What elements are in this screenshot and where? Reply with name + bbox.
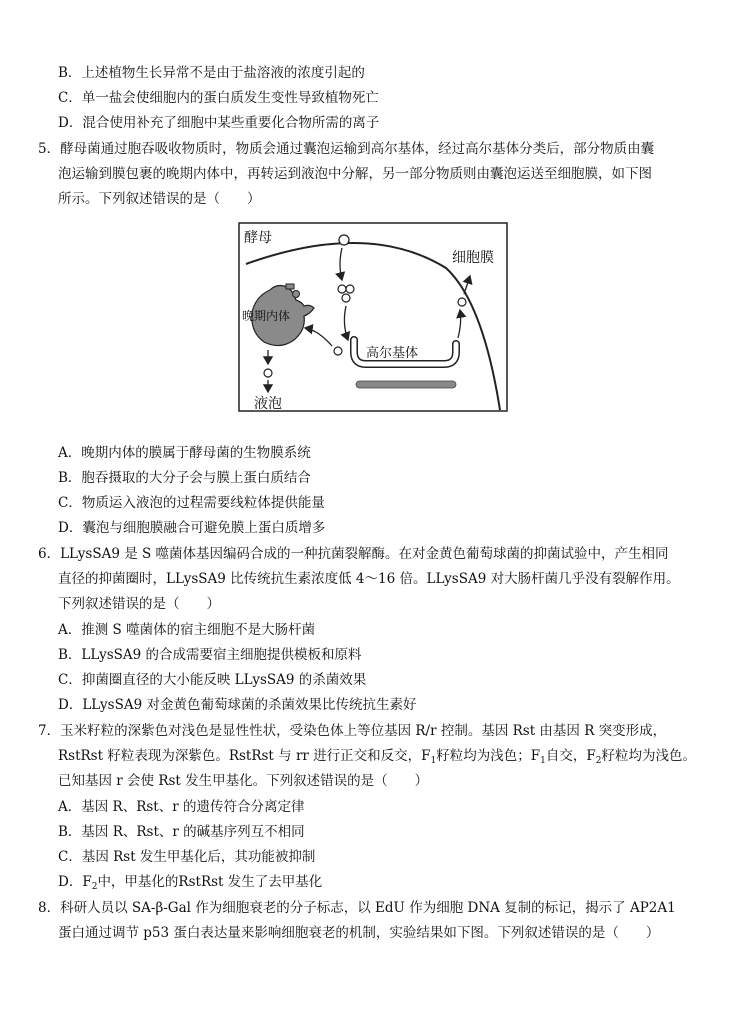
text-line-q8b: 蛋白通过调节 p53 蛋白表达量来影响细胞衰老的机制，实验结果如下图。下列叙述错误的是（ ） [58, 925, 660, 941]
text-line-q5d_opt: D．囊泡与细胞膜融合可避免膜上蛋白质增多 [58, 520, 326, 536]
text-line-q5b: 泡运输到膜包裹的晚期内体中，再转运到液泡中分解，另一部分物质则由囊泡运送至细胞膜，如下图 [58, 166, 652, 182]
text-line-q7d_opt: D．$F_2$中，甲基化的RstRst 发生了去甲基化 [58, 874, 323, 892]
text-line-q6d_opt: D．LLysSA9 对金黄色葡萄球菌的杀菌效果比传统抗生素好 [58, 697, 417, 713]
text-line-q4b: B．上述植物生长异常不是由于盐溶液的浓度引起的 [58, 65, 365, 81]
text-line-q5a_opt: A．晚期内体的膜属于酵母菌的生物膜系统 [58, 445, 311, 461]
vesicle-transport-figure [238, 222, 508, 412]
vesicle [334, 347, 342, 355]
yeast-label: 酵母 [244, 230, 272, 246]
vesicle [346, 285, 354, 293]
text-line-q5b_opt: B．胞吞摄取的大分子会与膜上蛋白质结合 [58, 470, 311, 486]
vacuole-label: 液泡 [254, 396, 282, 412]
text-line-q6a_opt: A．推测 S 噬菌体的宿主细胞不是大肠杆菌 [58, 622, 316, 638]
text-line-q6b: 直径的抑菌圈时，LLysSA9 比传统抗生素浓度低 4～16 倍。LLysSA9 对大肠杆菌几乎没有裂解作用。 [58, 571, 680, 587]
text-line-q5c_opt: C．物质运入液泡的过程需要线粒体提供能量 [58, 495, 325, 511]
text-line-q5: 5．酵母菌通过胞吞吸收物质时，物质会通过囊泡运输到高尔基体，经过高尔基体分类后，部分物质由囊 [38, 141, 655, 157]
text-line-q6c_opt: C．抑菌圈直径的大小能反映 LLysSA9 的杀菌效果 [58, 672, 367, 688]
text-line-q6c: 下列叙述错误的是（ ） [58, 596, 220, 612]
text-line-q6b_opt: B．LLysSA9 的合成需要宿主细胞提供模板和原料 [58, 647, 362, 663]
text-line-q7b: RstRst 籽粒表现为深紫色。RstRst 与 rr 进行正交和反交，$F_1$籽粒均为浅色；$F_1$自交，$F_2$籽粒均为浅色。 [58, 748, 696, 766]
text-line-q4c: C．单一盐会使细胞内的蛋白质发生变性导致植物死亡 [58, 90, 379, 106]
vesicle [458, 298, 466, 306]
text-line-q4d: D．混合使用补充了细胞中某些重要化合物所需的离子 [58, 115, 380, 131]
golgi-label: 高尔基体 [366, 346, 419, 361]
text-line-q6: 6．LLysSA9 是 S 噬菌体基因编码合成的一种抗菌裂解酶。在对金黄色葡萄球菌的抑菌试验中，产生相同 [38, 546, 669, 562]
late-endosome-label: 晚期内体 [242, 309, 291, 323]
endocytic-bud [339, 235, 349, 245]
text-line-q7b_opt: B．基因 R、Rst、r 的碱基序列互不相同 [58, 824, 305, 840]
text-line-q7c_opt: C．基因 Rst 发生甲基化后，其功能被抑制 [58, 849, 316, 865]
text-line-q7c: 已知基因 r 会使 Rst 发生甲基化。下列叙述错误的是（ ） [58, 773, 429, 789]
text-line-q8: 8．科研人员以 SA-β-Gal 作为细胞衰老的分子标志，以 EdU 作为细胞 DNA 复制的标记，揭示了 AP2A1 [38, 900, 676, 916]
vesicle [342, 294, 350, 302]
text-line-q7: 7．玉米籽粒的深紫色对浅色是显性性状，受染色体上等位基因 R/r 控制。基因 Rst 由基因 R 突变形成， [38, 723, 667, 739]
vesicle [264, 369, 272, 377]
vesicle [338, 285, 346, 293]
golgi-cisterna-lower [356, 381, 456, 388]
membrane-label: 细胞膜 [452, 250, 494, 266]
text-line-q5c: 所示。下列叙述错误的是（ ） [58, 191, 261, 207]
text-line-q7a_opt: A．基因 R、Rst、r 的遗传符合分离定律 [58, 799, 305, 815]
